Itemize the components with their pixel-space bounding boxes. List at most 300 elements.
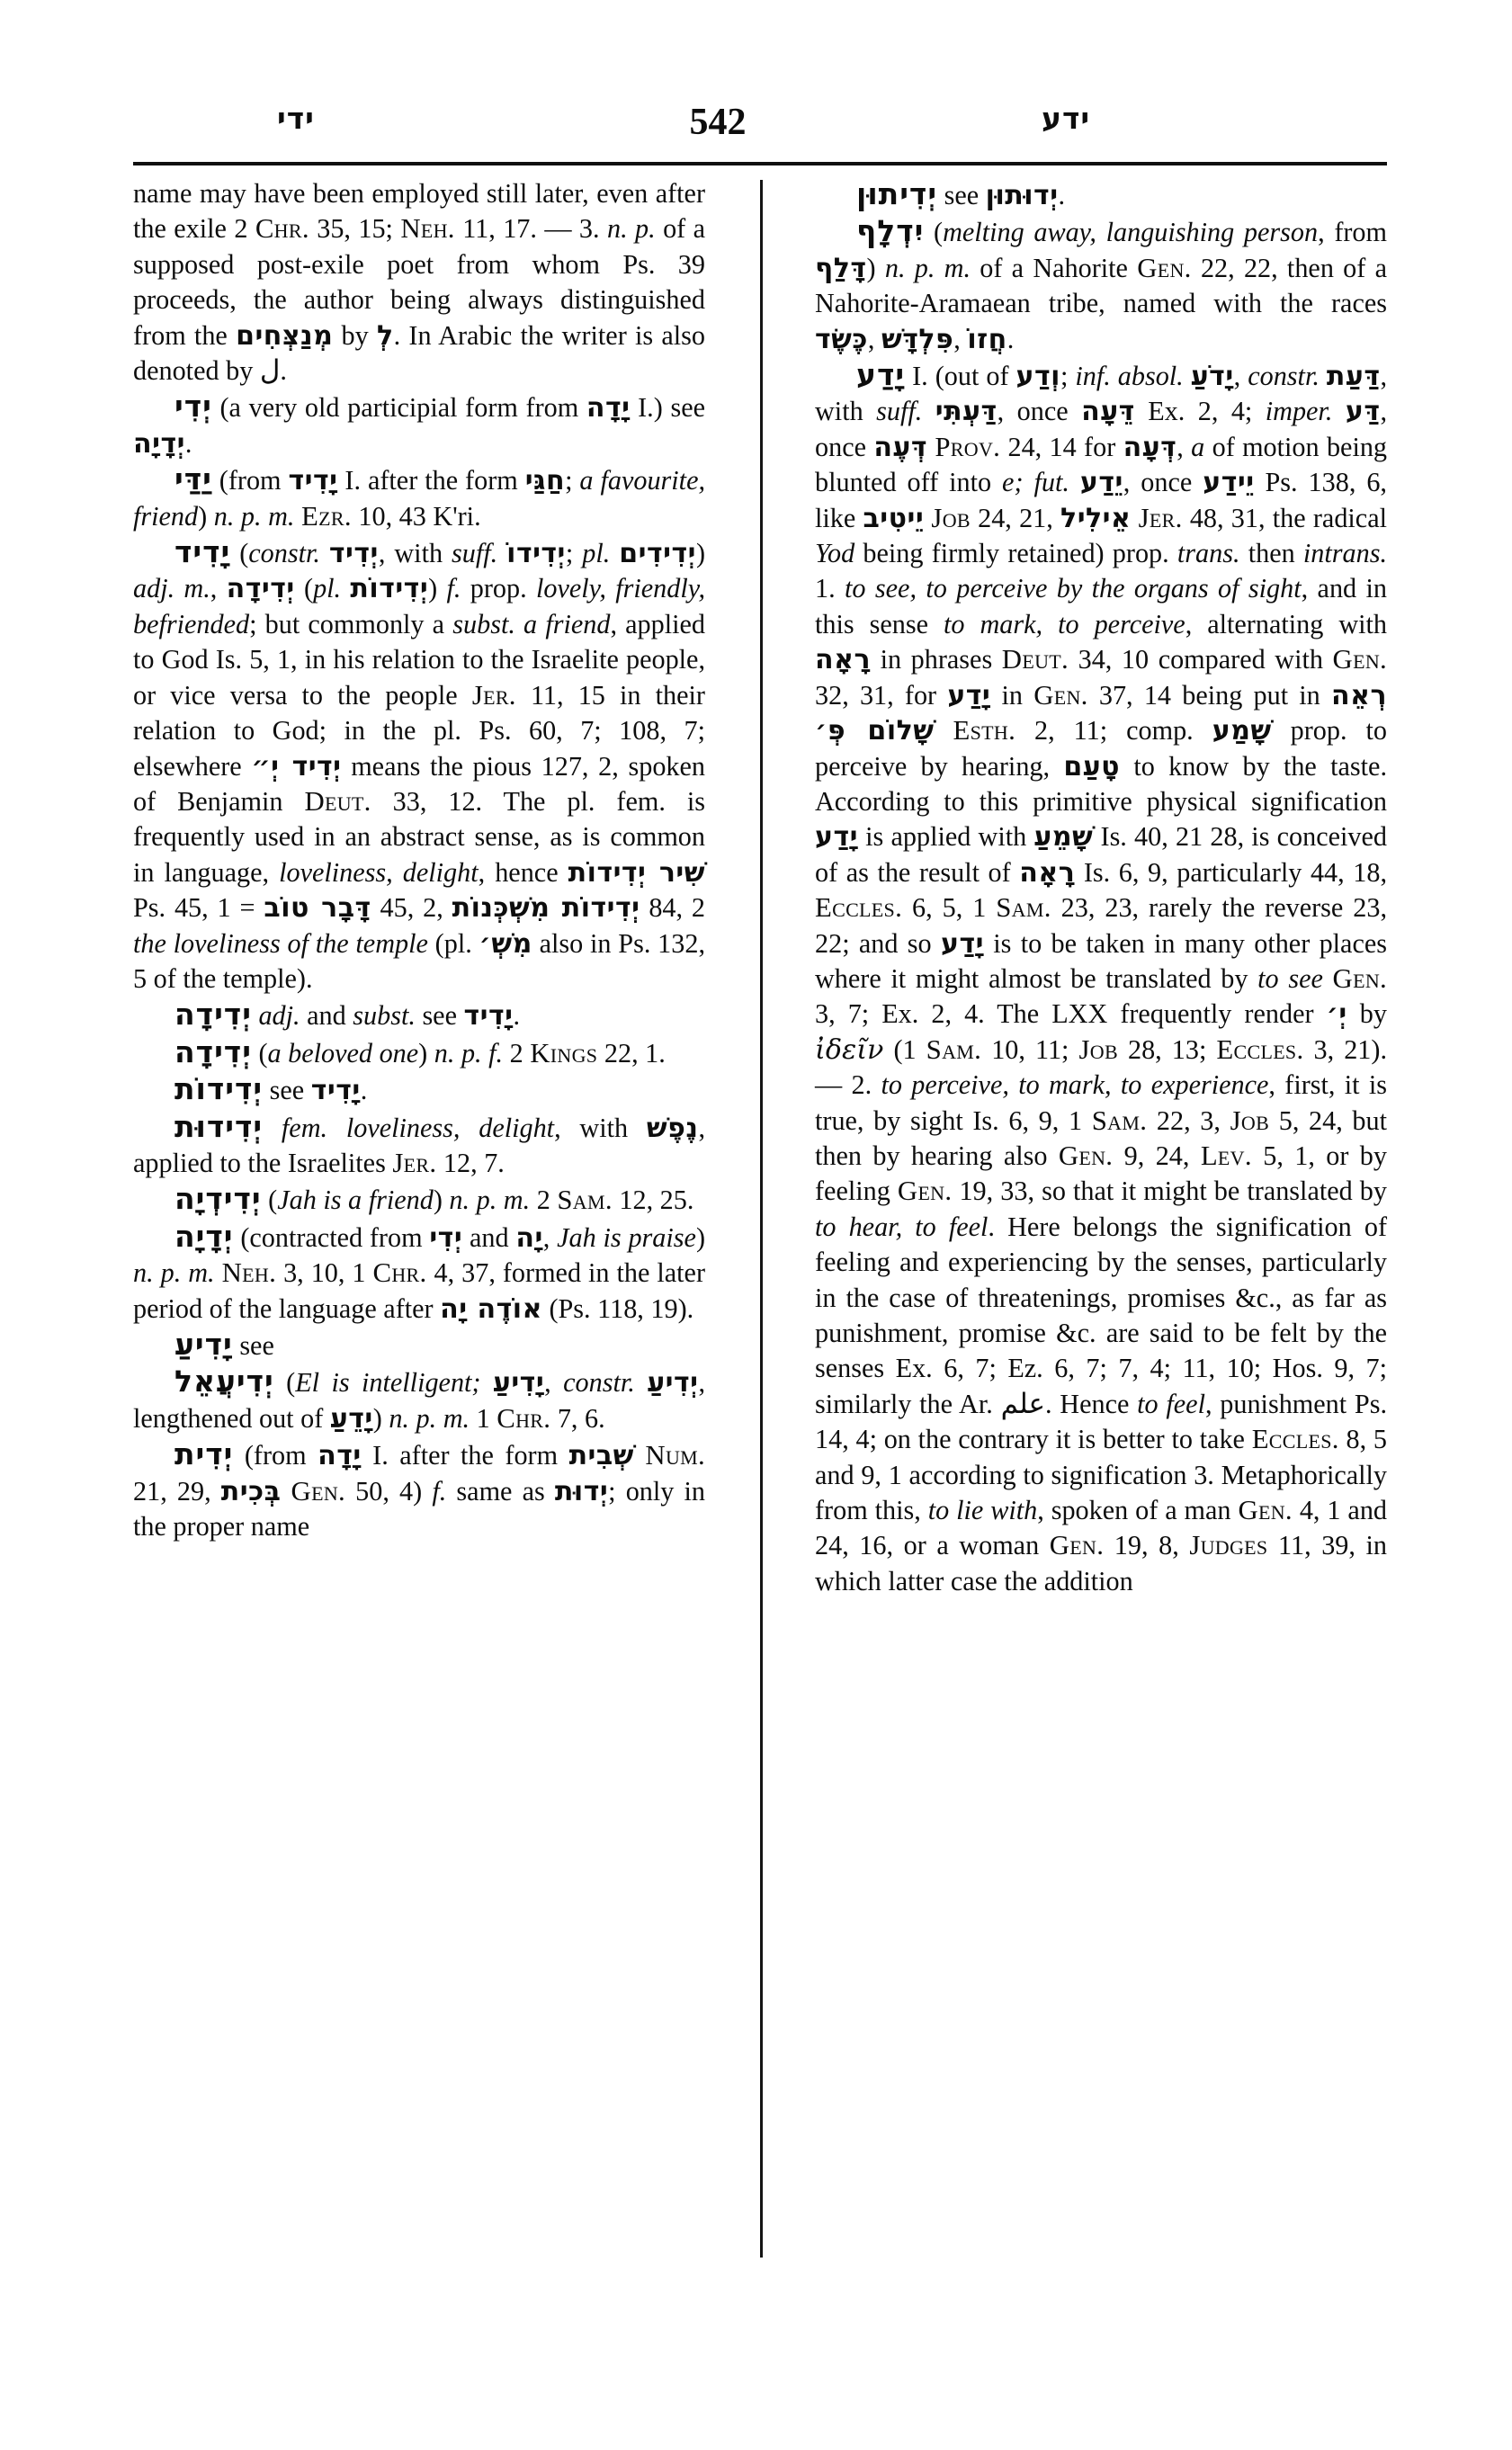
body-text: by: [333, 319, 377, 351]
body-text: 5, 24, but then by hearing also: [815, 1104, 1388, 1171]
gloss-italic: constr.: [563, 1367, 635, 1399]
hebrew-word: יָדִיד: [288, 465, 338, 497]
body-text: I. after the form: [361, 1440, 569, 1471]
hebrew-word: פִּלְדָּשׁ: [881, 323, 954, 355]
entry-lemma: יְדִידָה: [174, 1033, 252, 1069]
scripture-ref: Kings: [530, 1037, 598, 1069]
gloss-italic: f.: [432, 1475, 447, 1507]
body-text: , punishment Ps. 14, 4; on the contrary it is better to take: [815, 1388, 1387, 1455]
body-text: by: [1346, 998, 1387, 1030]
body-text: ): [428, 573, 447, 604]
body-text: see: [232, 1330, 274, 1361]
body-text: Is. 6, 9, particularly 44, 18,: [1075, 856, 1387, 888]
body-text: (a very old participial form from: [211, 392, 586, 424]
left-column: [133, 176, 705, 1544]
gloss-italic: a favourite, friend: [133, 465, 706, 532]
hebrew-word: בְּכִית: [220, 1475, 282, 1507]
hebrew-word: שָׁמַע: [1212, 715, 1272, 747]
body-text: 24, 21,: [970, 502, 1061, 533]
body-text: see: [415, 1000, 464, 1032]
scripture-ref: Gen.: [1049, 1530, 1105, 1561]
hebrew-word: שִׁיר יְדִידוֹת: [568, 856, 705, 889]
body-text: and: [300, 1000, 353, 1032]
body-text: ;: [565, 465, 580, 496]
dictionary-entry: [133, 1071, 705, 1108]
body-text: ;: [565, 538, 583, 569]
body-text: I. (out of: [905, 361, 1016, 392]
body-text: , with: [554, 1112, 647, 1143]
hebrew-word: וְדַע: [1015, 361, 1060, 393]
gloss-italic: constr.: [1248, 361, 1320, 392]
body-text: 11, 17. — 3.: [454, 213, 607, 245]
body-text: of motion being blunted off into: [815, 431, 1388, 498]
body-text: 37, 14 being put in: [1087, 679, 1331, 711]
body-text: means the pious 127, 2, spoken of Benjamin: [133, 750, 705, 817]
body-text: [635, 1367, 647, 1398]
body-text: of a Nahorite: [971, 252, 1138, 283]
entry-lemma: יְדִידְיָה: [174, 1181, 262, 1217]
gloss-italic: inf. absol.: [1075, 361, 1184, 392]
entry-lemma: יָדִיעַ: [174, 1327, 233, 1362]
body-text: 22, 1.: [597, 1037, 666, 1069]
gloss-italic: a: [1191, 431, 1205, 462]
hebrew-word: נֶפֶשׁ: [646, 1112, 699, 1144]
header-rule: [133, 162, 1387, 165]
gloss-italic: imper.: [1265, 396, 1333, 427]
gloss-italic: constr.: [248, 538, 320, 569]
scripture-ref: Deut.: [304, 785, 371, 817]
dictionary-entry: [133, 176, 705, 389]
body-text: 1.: [815, 573, 845, 604]
body-text: 6, 5, 1: [902, 892, 997, 924]
gloss-italic: the loveliness of the temple: [133, 927, 428, 959]
body-text: ): [695, 1221, 705, 1253]
body-text: 22, 22, then of a Nahorite-Aramaean tribe, named with the races: [815, 252, 1387, 319]
body-text: (Ps. 118, 19).: [541, 1292, 694, 1324]
scripture-ref: Chr.: [497, 1402, 551, 1434]
gloss-italic: n. p. m.: [389, 1402, 470, 1434]
hebrew-word: רָאָה: [815, 644, 872, 676]
body-text: [263, 1113, 282, 1143]
body-text: [341, 573, 350, 604]
gloss-italic: subst. a friend: [452, 608, 611, 639]
body-text: 11, 39, in which latter case the addition: [815, 1530, 1387, 1596]
scripture-ref: Chr.: [255, 213, 309, 245]
body-text: ): [198, 500, 214, 532]
hebrew-word: יָדָה: [586, 392, 631, 425]
body-text: Ps. 45, 1 =: [133, 892, 264, 924]
body-text: 10, 11;: [981, 1033, 1079, 1065]
body-text: (: [294, 573, 314, 604]
scripture-ref: Job: [931, 502, 971, 533]
body-text: 5, 1, or by feeling: [815, 1140, 1387, 1207]
body-text: 10, 43 K'ri.: [351, 500, 481, 532]
right-column: [815, 176, 1387, 1599]
body-text: [215, 1257, 222, 1288]
body-text: , applied to the Israelites: [133, 1112, 705, 1178]
hebrew-word: יְ׳: [1326, 998, 1347, 1031]
body-text: , once: [815, 396, 1388, 462]
hebrew-word: יְדִידוֹ: [506, 538, 566, 570]
body-text: (: [251, 1037, 268, 1069]
hebrew-word: מְנַצְּחִים: [236, 319, 334, 352]
body-text: .: [513, 1000, 521, 1032]
gloss-italic: El is intelligent;: [295, 1367, 481, 1399]
scripture-ref: Eccles.: [815, 892, 903, 924]
scripture-ref: Neh.: [400, 213, 455, 245]
body-text: 33, 12. The pl. fem. is frequently used in an abstract sense, as is common in language,: [133, 785, 705, 888]
body-text: ,: [542, 1221, 558, 1253]
hebrew-word: דָּלַף: [815, 252, 867, 284]
column-divider: [760, 180, 763, 2258]
body-text: [1320, 361, 1327, 391]
scripture-ref: Sam.: [557, 1185, 613, 1216]
body-text: and: [462, 1221, 516, 1253]
gloss-italic: to perceive, to mark, to experience: [881, 1069, 1269, 1101]
dictionary-entry: [133, 1109, 705, 1182]
dictionary-entry: [133, 1181, 705, 1218]
gloss-italic: Yod: [815, 538, 855, 569]
gloss-italic: n. p. m.: [133, 1257, 215, 1289]
hebrew-word: יְדִיד יְ״: [251, 750, 342, 782]
body-text: ,: [867, 323, 881, 354]
body-text: , first, it is true, by sight Is. 6, 9, 1: [815, 1069, 1387, 1136]
scripture-ref: Eccles.: [1216, 1033, 1304, 1065]
body-text: 2: [530, 1185, 558, 1216]
body-text: .: [184, 427, 192, 459]
scripture-ref: Esth.: [953, 715, 1016, 747]
scripture-ref: Gen.: [1332, 962, 1388, 994]
body-text: 50, 4): [345, 1475, 433, 1507]
hebrew-word: יְדִי: [429, 1221, 463, 1254]
body-text: is to be taken in many other places where it might almost be translated by: [815, 927, 1387, 994]
entry-lemma: יְדִיתוּן: [856, 176, 938, 211]
gloss-italic: trans.: [1176, 538, 1240, 569]
running-head-left-hebrew: ידי: [277, 101, 315, 136]
body-text: 2: [503, 1037, 531, 1069]
body-text: to know by the taste. According to this primitive physical signification: [815, 750, 1387, 817]
body-text: (from: [233, 1440, 318, 1471]
body-text: .: [360, 1075, 368, 1106]
gloss-italic: pl.: [582, 538, 611, 569]
gloss-italic: a beloved one: [267, 1037, 419, 1069]
body-text: then: [1239, 538, 1303, 569]
gloss-italic: n. p.: [606, 213, 656, 245]
body-text: 23, 23, rarely the reverse 23, 22; and so: [815, 892, 1387, 959]
hebrew-word: דַּעְתִּי: [935, 396, 998, 428]
body-text: [1069, 467, 1080, 497]
gloss-italic: Jah is praise: [557, 1221, 696, 1253]
gloss-italic: adj. m.: [133, 573, 210, 604]
body-text: ,: [953, 323, 968, 354]
greek-word: ἰδεῖν: [815, 1033, 884, 1066]
hebrew-word: יְדִידוֹת מִשְׁכְּנוֹת: [452, 892, 640, 925]
scripture-ref: Lev.: [1200, 1140, 1252, 1171]
entry-lemma: יְדִידוֹת: [174, 1071, 264, 1107]
entry-lemma: יְדִידוּת: [174, 1108, 264, 1144]
scripture-ref: Prov.: [935, 431, 1001, 462]
text-columns: [133, 176, 1387, 2263]
gloss-italic: adj.: [258, 1000, 300, 1032]
gloss-italic: lovely, friendly, befriended: [133, 573, 706, 639]
hebrew-word: דַּעַת: [1326, 361, 1381, 393]
hebrew-word: דֵּעָה: [1081, 396, 1135, 428]
scripture-ref: Sam.: [1091, 1104, 1148, 1136]
body-text: [610, 538, 619, 568]
body-text: 19, 8,: [1104, 1530, 1190, 1561]
hebrew-word: יָדִיעַ: [492, 1367, 545, 1399]
body-text: (: [273, 1367, 296, 1399]
gloss-italic: suff.: [452, 538, 498, 569]
body-text: 12, 7.: [436, 1147, 505, 1178]
gloss-italic: to feel: [1137, 1388, 1205, 1419]
body-text: [634, 1440, 645, 1471]
body-text: (contracted from: [233, 1221, 430, 1253]
gloss-italic: to lie with: [927, 1495, 1038, 1526]
hebrew-word: רָאָה: [1019, 856, 1076, 889]
hebrew-word: יָדִיד: [463, 1000, 514, 1033]
entry-lemma: יְדִית: [174, 1436, 234, 1472]
body-text: 35, 15;: [309, 213, 401, 245]
body-text: [281, 1476, 291, 1507]
body-text: Ps. 138, 6, like: [815, 467, 1387, 533]
gloss-italic: to hear, to feel: [815, 1211, 989, 1242]
body-text: 8, 5 and 9, 1 according to signification 3. Metaphorically from this,: [815, 1424, 1387, 1526]
scripture-ref: Gen.: [1137, 252, 1192, 283]
entry-lemma: יִדְלָף: [856, 213, 925, 249]
body-text: I.) see: [630, 392, 705, 424]
body-text: 32, 31, for: [815, 679, 948, 711]
body-text: [1184, 361, 1191, 391]
gloss-italic: loveliness, delight: [279, 856, 479, 888]
scripture-ref: Deut.: [1001, 644, 1069, 675]
body-text: in: [990, 679, 1034, 711]
entry-lemma: יְדִידָה: [174, 997, 252, 1033]
hebrew-word: יָדִיד: [310, 1075, 361, 1107]
arabic-word: ل: [259, 354, 281, 388]
hebrew-word: יָה: [515, 1221, 543, 1254]
body-text: [497, 538, 506, 568]
body-text: 28, 13;: [1117, 1033, 1217, 1065]
body-text: ,: [1233, 361, 1248, 392]
body-text: 84, 2: [640, 892, 706, 924]
entry-lemma: יַדַּי: [174, 461, 212, 497]
body-text: , applied to God Is. 5, 1, in his relation to the Israelite people, or vice versa to the people: [133, 608, 706, 711]
gloss-italic: f.: [446, 573, 461, 604]
body-text: 1: [470, 1402, 497, 1434]
scripture-ref: Gen.: [897, 1176, 953, 1207]
body-text: ): [433, 1185, 450, 1216]
gloss-italic: n. p. f.: [434, 1037, 504, 1069]
scripture-ref: Gen.: [1332, 644, 1388, 675]
hebrew-word: יָדַע: [815, 821, 858, 854]
hebrew-word: כֶּשֶׂד: [815, 323, 868, 355]
body-text: 48, 31, the radical: [1182, 502, 1387, 533]
arabic-word: علم: [1000, 1387, 1045, 1420]
hebrew-word: לְ: [376, 319, 394, 352]
hebrew-word: אוֹדֶה יָה: [440, 1292, 542, 1325]
body-text: prop. to perceive by hearing,: [815, 715, 1387, 782]
hebrew-word: דְּעָה: [1123, 431, 1177, 463]
scripture-ref: Num.: [645, 1440, 706, 1471]
hebrew-word: יְדִיד: [328, 538, 379, 570]
gloss-italic: e; fut.: [1002, 467, 1069, 498]
scripture-ref: Jer.: [1138, 502, 1183, 533]
entry-lemma: יְדִיעֲאֵל: [174, 1364, 274, 1399]
hebrew-word: יָדָה: [318, 1440, 362, 1472]
hebrew-word: יָדֹעַ: [1190, 361, 1234, 393]
body-text: 34, 10 compared with: [1069, 644, 1333, 675]
scripture-ref: Gen.: [1058, 1140, 1114, 1171]
entry-lemma: יְדָיָה: [174, 1218, 234, 1254]
body-text: 2, 11; comp.: [1015, 715, 1212, 747]
body-text: [1332, 396, 1345, 426]
gloss-italic: to see, to perceive by the organs of sight: [845, 573, 1302, 604]
hebrew-word: טָעַם: [1063, 750, 1121, 782]
gloss-italic: suff.: [876, 396, 923, 427]
scripture-ref: Sam.: [996, 892, 1051, 924]
hebrew-word: אֵילִיל: [1060, 502, 1132, 534]
body-text: 21, 29,: [133, 1475, 221, 1507]
body-text: (from: [211, 465, 289, 496]
running-head: [133, 94, 1392, 158]
body-text: ): [372, 1402, 389, 1434]
gloss-italic: fem. loveliness, delight: [281, 1112, 555, 1143]
gloss-italic: melting away, languishing person: [943, 217, 1319, 248]
body-text: , from: [1318, 217, 1387, 248]
body-text: 3, 21). — 2.: [815, 1033, 1387, 1101]
dictionary-entry: [133, 1219, 705, 1327]
dictionary-entry: [133, 997, 705, 1033]
hebrew-word: דְּעֶה: [873, 431, 928, 463]
scripture-ref: Jer.: [471, 679, 516, 711]
scripture-ref: Gen.: [291, 1475, 346, 1507]
body-text: ): [866, 252, 885, 283]
gloss-italic: subst.: [353, 1000, 416, 1032]
body-text: [1131, 503, 1138, 533]
body-text: 3, 7; Ex. 2, 4. The LXX frequently render: [815, 998, 1327, 1030]
scripture-ref: Ezr.: [301, 500, 352, 532]
body-text: being firmly retained) prop.: [854, 538, 1177, 569]
hebrew-word: יָדֵעַ: [329, 1402, 373, 1435]
body-text: , with: [815, 361, 1388, 427]
body-text: (pl.: [427, 927, 479, 959]
body-text: ; only in the proper name: [133, 1475, 706, 1542]
body-text: [480, 1367, 492, 1398]
body-text: , once: [1123, 467, 1203, 498]
gloss-italic: n. p. m.: [213, 500, 295, 532]
hebrew-word: יֵדַע: [1079, 467, 1123, 499]
body-text: also in Ps. 132, 5 of the temple).: [133, 927, 705, 994]
body-text: .: [280, 355, 287, 387]
body-text: [320, 538, 329, 568]
dictionary-entry: [815, 176, 1387, 213]
scripture-ref: Job: [1230, 1104, 1270, 1136]
gloss-italic: intrans.: [1302, 538, 1387, 569]
hebrew-word: יְדוּת: [554, 1475, 609, 1507]
dictionary-entry: [133, 389, 705, 461]
hebrew-word: יֵידַע: [1203, 467, 1255, 499]
body-text: Is. 40, 21 28, is conceived of as the result of: [815, 821, 1387, 888]
body-text: , with: [378, 538, 452, 569]
body-text: see: [263, 1075, 311, 1106]
dictionary-entry: [133, 461, 705, 534]
dictionary-entry: [815, 357, 1387, 1599]
body-text: , once: [997, 396, 1082, 427]
body-text: of a supposed post-exile poet from whom Ps. 39 proceeds, the author being always distinguished from the: [133, 213, 706, 351]
body-text: . Here belongs the signification of feeling and experiencing by the senses, particularly in the case of threatenings, promises &c., as far as punishment, promise &c. are said to be felt by the senses Ex. 6, 7; Ez. 6, 7; 7, 4; 11, 10; Hos. 9, 7; similarly the Ar.: [815, 1211, 1387, 1419]
hebrew-word: יֵיטִיב: [863, 502, 925, 534]
body-text: ; but commonly a: [249, 608, 453, 639]
body-text: ,: [1176, 431, 1192, 462]
gloss-italic: to see: [1257, 962, 1323, 994]
body-text: 7, 6.: [550, 1402, 605, 1434]
scripture-ref: Eccles.: [1251, 1424, 1339, 1455]
body-text: 3, 10, 1: [276, 1257, 373, 1289]
scripture-ref: Gen.: [1033, 679, 1088, 711]
body-text: is applied with: [857, 821, 1034, 853]
dictionary-entry: [133, 534, 705, 997]
body-text: (: [230, 538, 249, 569]
dictionary-entry: [133, 1364, 705, 1436]
scripture-ref: Chr.: [372, 1257, 427, 1289]
entry-lemma: יְדִי: [174, 389, 212, 425]
body-text: , and in this sense: [815, 573, 1387, 639]
hebrew-word: יְדִידוֹת: [350, 573, 429, 605]
body-text: same as: [446, 1475, 555, 1507]
hebrew-word: יְדִידָה: [226, 573, 295, 605]
gloss-italic: n. p. m.: [884, 252, 971, 283]
hebrew-word: יְדִידִים: [619, 538, 696, 570]
body-text: ): [418, 1037, 434, 1069]
body-text: 4, 37, formed in the later period of the language after: [133, 1257, 705, 1324]
hebrew-word: יְדָיָה: [133, 427, 185, 460]
body-text: [922, 396, 935, 426]
dictionary-entry: [133, 1436, 705, 1544]
body-text: , hence: [478, 856, 568, 888]
entry-lemma: יָדִיד: [174, 534, 231, 570]
dictionary-entry: [815, 213, 1387, 357]
body-text: 11, 15 in their relation to God; in the pl. Ps. 60, 7; 108, 7; elsewhere: [133, 679, 705, 782]
scripture-ref: Gen.: [1238, 1495, 1293, 1526]
hebrew-word: יְדוּתוּן: [985, 180, 1059, 211]
scripture-ref: Job: [1078, 1033, 1118, 1065]
body-text: in phrases: [871, 644, 1002, 675]
body-text: 22, 3,: [1147, 1104, 1230, 1136]
hebrew-word: דַּע: [1345, 396, 1381, 428]
body-text: , alternating with: [1185, 608, 1387, 639]
body-text: see: [937, 180, 986, 210]
body-text: ): [695, 538, 705, 569]
body-text: 12, 25.: [612, 1185, 694, 1216]
body-text: . Hence: [1044, 1388, 1138, 1419]
body-text: (1: [883, 1033, 926, 1065]
hebrew-word: חֲזוֹ: [967, 323, 1007, 355]
body-text: . In Arabic the writer is also denoted by: [133, 319, 706, 387]
body-text: , spoken of a man: [1037, 1495, 1239, 1526]
entry-lemma: יָדַע: [856, 357, 906, 393]
hebrew-word: יָדַע: [940, 927, 984, 960]
hebrew-word: מִשְׁ׳: [479, 927, 532, 960]
hebrew-word: דָּבָר טוֹב: [264, 892, 371, 925]
gloss-italic: pl.: [313, 573, 342, 604]
hebrew-word: יְדִיעַ: [647, 1367, 699, 1399]
body-text: 19, 33, so that it might be translated by: [952, 1176, 1387, 1207]
body-text: ;: [1060, 361, 1076, 392]
scripture-ref: Sam.: [926, 1033, 982, 1065]
body-text: ,: [210, 573, 227, 604]
body-text: .: [1058, 180, 1066, 210]
